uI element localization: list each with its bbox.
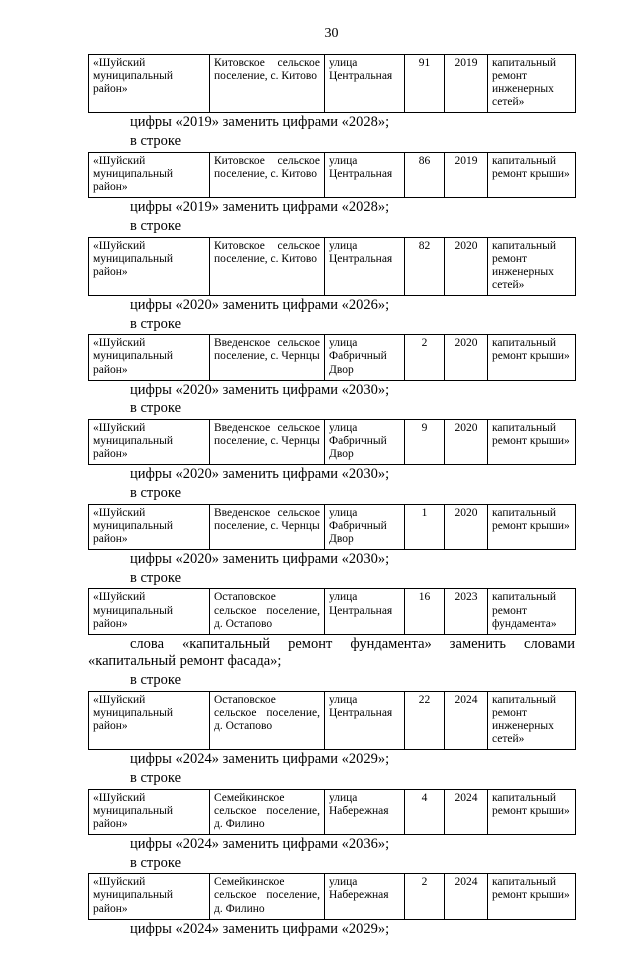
program-table-row	[88, 54, 576, 113]
cell-district: «Шуйский муниципальный район»	[89, 874, 210, 919]
cell-house-number: 82	[405, 237, 445, 295]
cell-street: улица Набережная	[325, 874, 405, 919]
cell-district: «Шуйский муниципальный район»	[89, 335, 210, 380]
program-table-row	[88, 873, 576, 919]
cell-street: улица Фабричный Двор	[325, 504, 405, 549]
cell-house-number: 2	[405, 335, 445, 380]
cell-work-type: капитальный ремонт крыши»	[488, 335, 576, 380]
intro-line: в строке	[130, 400, 182, 417]
amendment-line: слова «капитальный ремонт фундамента» заменить словами «капитальный ремонт фасада»;	[88, 635, 575, 670]
table-row	[89, 789, 576, 834]
cell-house-number: 2	[405, 874, 445, 919]
cell-district: «Шуйский муниципальный район»	[89, 589, 210, 634]
program-table-row	[88, 237, 576, 296]
cell-street: улица Центральная	[325, 589, 405, 634]
cell-work-type: капитальный ремонт крыши»	[488, 789, 576, 834]
cell-year: 2020	[445, 504, 488, 549]
cell-settlement: Введенское сельское поселение, с. Чернцы	[210, 335, 325, 380]
cell-work-type: капитальный ремонт крыши»	[488, 874, 576, 919]
program-table-row	[88, 152, 576, 198]
table-row	[89, 504, 576, 549]
cell-street: улица Центральная	[325, 691, 405, 749]
cell-year: 2024	[445, 874, 488, 919]
program-table-row	[88, 691, 576, 750]
intro-line: в строке	[130, 854, 182, 871]
cell-house-number: 4	[405, 789, 445, 834]
cell-house-number: 91	[405, 55, 445, 113]
cell-work-type: капитальный ремонт инженерных сетей»	[488, 691, 576, 749]
amendment-line: цифры «2020» заменить цифрами «2030»;	[130, 466, 390, 483]
cell-district: «Шуйский муниципальный район»	[89, 691, 210, 749]
amendment-block	[88, 316, 575, 400]
table-row	[89, 589, 576, 634]
table-row	[89, 237, 576, 295]
cell-year: 2024	[445, 789, 488, 834]
cell-street: улица Центральная	[325, 152, 405, 197]
cell-district: «Шуйский муниципальный район»	[89, 55, 210, 113]
intro-line: в строке	[130, 315, 182, 332]
cell-year: 2023	[445, 589, 488, 634]
document-content	[88, 54, 575, 938]
cell-year: 2020	[445, 335, 488, 380]
amendment-line: цифры «2024» заменить цифрами «2036»;	[130, 835, 390, 852]
amendment-block	[88, 770, 575, 854]
cell-street: улица Набережная	[325, 789, 405, 834]
program-table-row	[88, 419, 576, 465]
table-row	[89, 335, 576, 380]
cell-settlement: Китовское сельское поселение, с. Китово	[210, 55, 325, 113]
cell-settlement: Китовское сельское поселение, с. Китово	[210, 152, 325, 197]
amendment-line: цифры «2019» заменить цифрами «2028»;	[130, 114, 390, 131]
intro-line: в строке	[130, 217, 182, 234]
cell-year: 2024	[445, 691, 488, 749]
cell-work-type: капитальный ремонт инженерных сетей»	[488, 237, 576, 295]
cell-district: «Шуйский муниципальный район»	[89, 237, 210, 295]
page-number: 30	[324, 26, 339, 41]
table-row	[89, 691, 576, 749]
cell-district: «Шуйский муниципальный район»	[89, 504, 210, 549]
intro-line: в строке	[130, 485, 182, 502]
amendment-line: цифры «2024» заменить цифрами «2029»;	[130, 751, 390, 768]
cell-work-type: капитальный ремонт крыши»	[488, 420, 576, 465]
cell-street: улица Фабричный Двор	[325, 420, 405, 465]
table-row	[89, 152, 576, 197]
amendment-line: цифры «2020» заменить цифрами «2026»;	[130, 296, 390, 313]
cell-settlement: Семейкинское сельское поселение, д. Филино	[210, 874, 325, 919]
cell-district: «Шуйский муниципальный район»	[89, 789, 210, 834]
cell-settlement: Семейкинское сельское поселение, д. Филино	[210, 789, 325, 834]
intro-line: в строке	[130, 133, 182, 150]
cell-year: 2020	[445, 237, 488, 295]
cell-house-number: 16	[405, 589, 445, 634]
cell-work-type: капитальный ремонт инженерных сетей»	[488, 55, 576, 113]
cell-settlement: Остаповское сельское поселение, д. Остапово	[210, 691, 325, 749]
cell-year: 2020	[445, 420, 488, 465]
amendment-block	[88, 672, 575, 769]
cell-district: «Шуйский муниципальный район»	[89, 420, 210, 465]
table-row	[89, 874, 576, 919]
amendment-block	[88, 400, 575, 484]
amendment-block	[88, 570, 575, 671]
amendment-block	[88, 133, 575, 217]
cell-house-number: 9	[405, 420, 445, 465]
cell-street: улица Фабричный Двор	[325, 335, 405, 380]
amendment-line: цифры «2020» заменить цифрами «2030»;	[130, 551, 390, 568]
amendment-block	[88, 855, 575, 939]
cell-settlement: Введенское сельское поселение, с. Чернцы	[210, 504, 325, 549]
table-row	[89, 420, 576, 465]
cell-street: улица Центральная	[325, 237, 405, 295]
amendment-block	[88, 485, 575, 569]
cell-house-number: 22	[405, 691, 445, 749]
intro-line: в строке	[130, 672, 182, 689]
cell-house-number: 86	[405, 152, 445, 197]
amendment-block	[88, 54, 575, 132]
cell-district: «Шуйский муниципальный район»	[89, 152, 210, 197]
amendment-line: цифры «2019» заменить цифрами «2028»;	[130, 199, 390, 216]
cell-work-type: капитальный ремонт фундамента»	[488, 589, 576, 634]
cell-work-type: капитальный ремонт крыши»	[488, 152, 576, 197]
cell-house-number: 1	[405, 504, 445, 549]
cell-work-type: капитальный ремонт крыши»	[488, 504, 576, 549]
cell-year: 2019	[445, 55, 488, 113]
amendment-line: цифры «2020» заменить цифрами «2030»;	[130, 381, 390, 398]
program-table-row	[88, 789, 576, 835]
amendment-line: цифры «2024» заменить цифрами «2029»;	[130, 920, 390, 937]
intro-line: в строке	[130, 569, 182, 586]
table-row	[89, 55, 576, 113]
cell-settlement: Китовское сельское поселение, с. Китово	[210, 237, 325, 295]
intro-line: в строке	[130, 769, 182, 786]
cell-street: улица Центральная	[325, 55, 405, 113]
program-table-row	[88, 588, 576, 634]
cell-settlement: Введенское сельское поселение, с. Чернцы	[210, 420, 325, 465]
cell-year: 2019	[445, 152, 488, 197]
program-table-row	[88, 504, 576, 550]
amendment-block	[88, 218, 575, 315]
cell-settlement: Остаповское сельское поселение, д. Остапово	[210, 589, 325, 634]
program-table-row	[88, 334, 576, 380]
